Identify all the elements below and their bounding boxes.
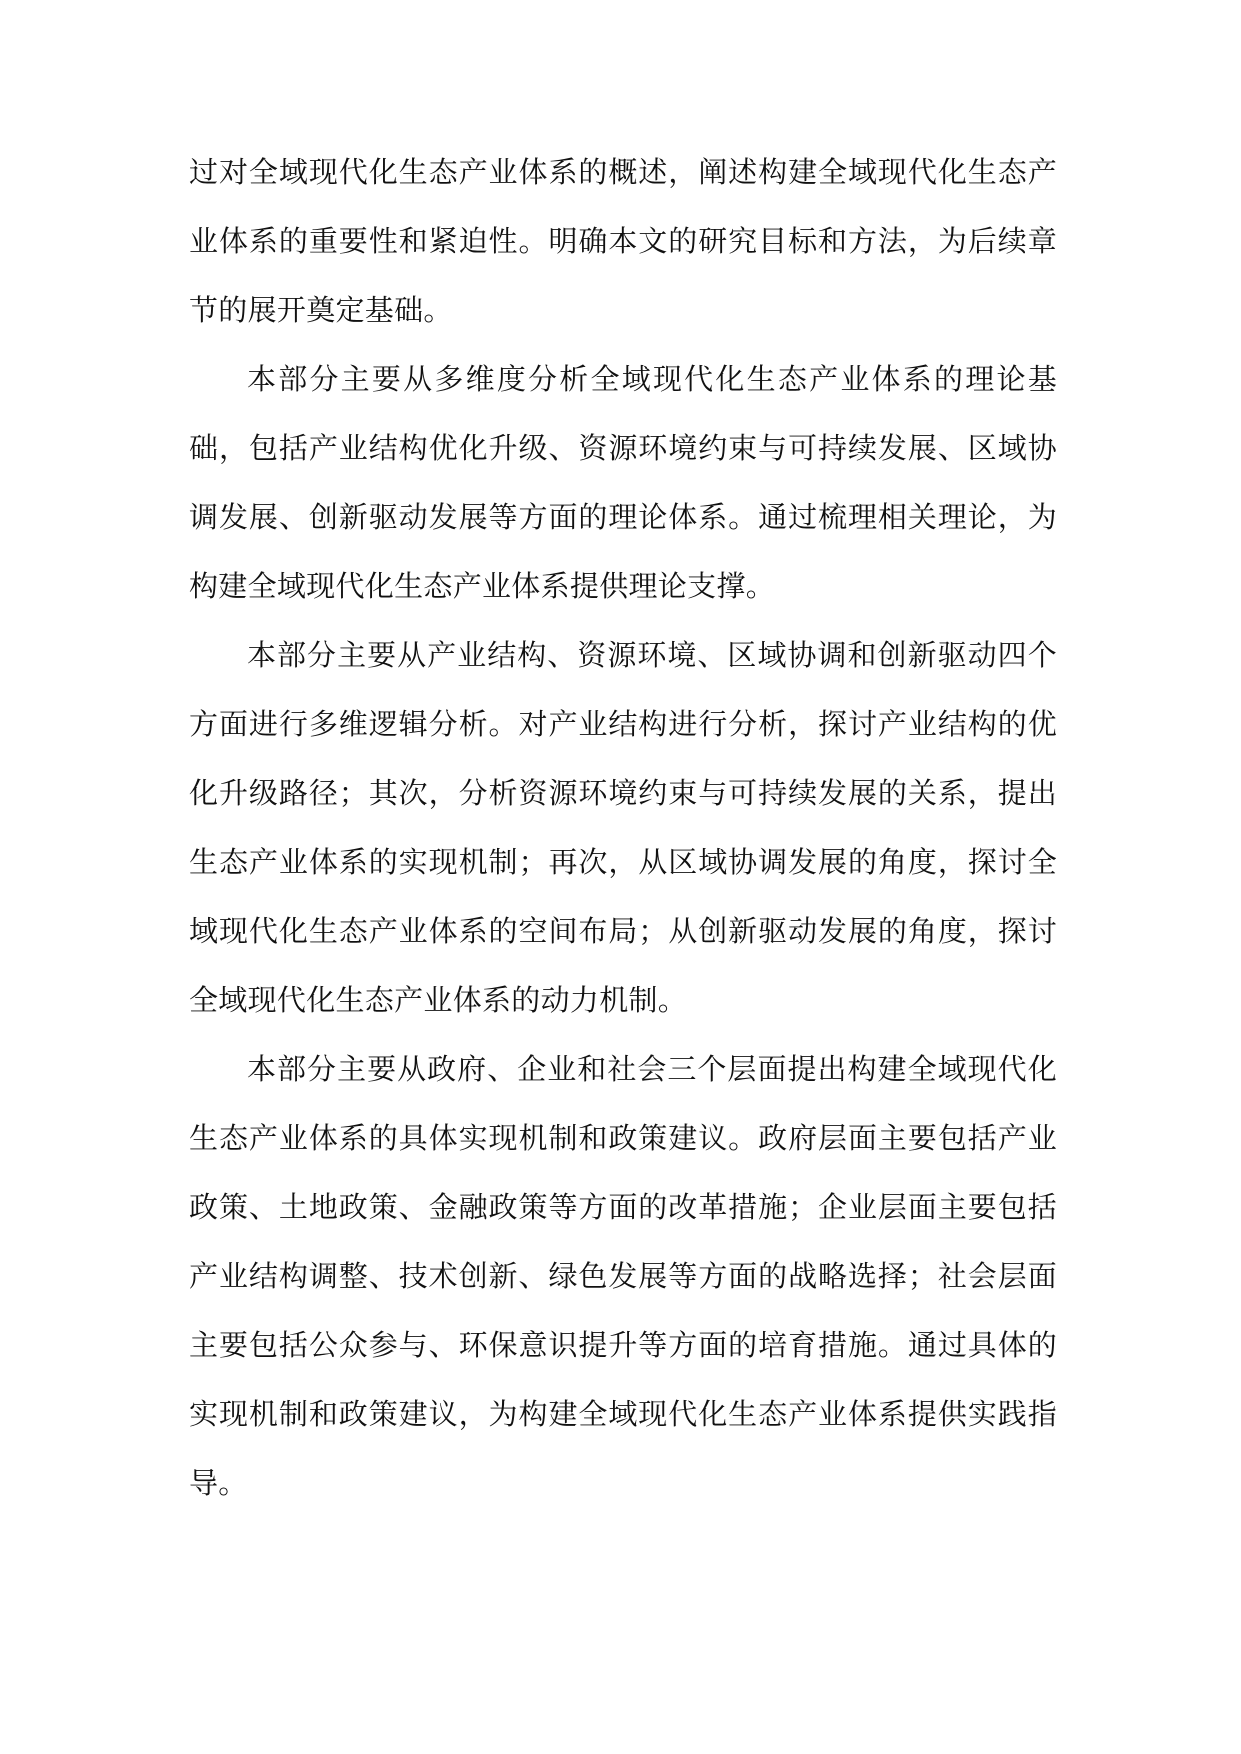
paragraph-2: 本部分主要从多维度分析全域现代化生态产业体系的理论基础，包括产业结构优化升级、资源环境约束与可持续发展、区域协调发展、创新驱动发展等方面的理论体系。通过梳理相关理论，为构建全域现代化生态产业体系提供理论支撑。 (189, 362, 1057, 603)
paragraph-3: 本部分主要从产业结构、资源环境、区域协调和创新驱动四个方面进行多维逻辑分析。对产业结构进行分析，探讨产业结构的优化升级路径；其次，分析资源环境约束与可持续发展的关系，提出生态产业体系的实现机制；再次，从区域协调发展的角度，探讨全域现代化生态产业体系的空间布局；从创新驱动发展的角度，探讨全域现代化生态产业体系的动力机制。 (189, 638, 1057, 1017)
paragraph-4: 本部分主要从政府、企业和社会三个层面提出构建全域现代化生态产业体系的具体实现机制和政策建议。政府层面主要包括产业政策、土地政策、金融政策等方面的改革措施；企业层面主要包括产业结构调整、技术创新、绿色发展等方面的战略选择；社会层面主要包括公众参与、环保意识提升等方面的培育措施。通过具体的实现机制和政策建议，为构建全域现代化生态产业体系提供实践指导。 (189, 1052, 1057, 1500)
paragraph-1: 过对全域现代化生态产业体系的概述，阐述构建全域现代化生态产业体系的重要性和紧迫性。明确本文的研究目标和方法，为后续章节的展开奠定基础。 (189, 155, 1057, 327)
document-body (189, 138, 1057, 1518)
